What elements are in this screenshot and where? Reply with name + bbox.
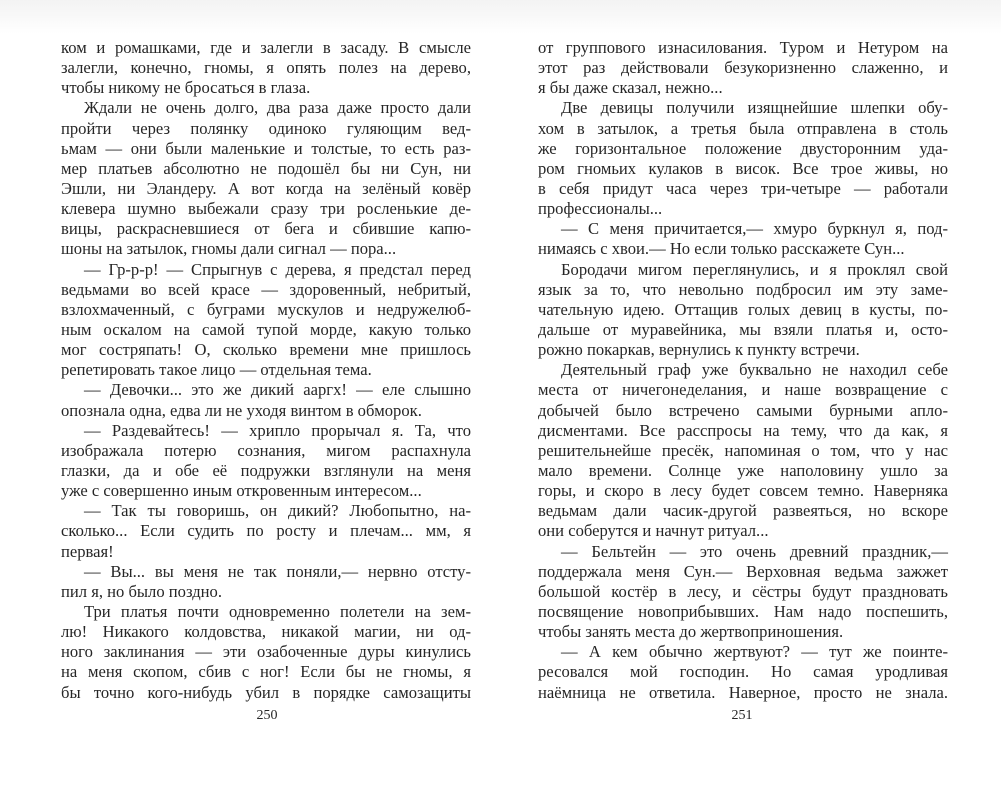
text-line: этот раз действовали безукоризненно слаженно, и	[538, 58, 948, 78]
text-line: репетировать такое лицо — отдельная тема.	[61, 360, 372, 380]
text-line: решительнейше пресёк, напоминая о том, что у нас	[538, 440, 948, 460]
text-line: — Бельтейн — это очень древний праздник,—	[561, 541, 948, 561]
text-line: опознала одна, едва ли не уходя винтом в обморок.	[61, 400, 422, 420]
text-line: сколько... Если судить по росту и плечам... мм, я	[61, 521, 471, 541]
text-line: — Девочки... это же дикий ааргх! — еле слышно	[84, 380, 471, 400]
text-line: в себя придут часа через три-четыре — работали	[538, 178, 948, 198]
left-page-text	[61, 38, 471, 703]
text-line: — С меня причитается,— хмуро буркнул я, под-	[561, 219, 948, 239]
paragraph	[538, 642, 948, 702]
text-line: — А кем обычно жертвуют? — тут же поинте-	[561, 642, 948, 662]
text-line: бы точно кого-нибудь убил в порядке самозащиты	[61, 682, 471, 702]
text-line: посвящение новоприбывших. Нам надо поспешить,	[538, 601, 948, 621]
text-line: от группового изнасилования. Туром и Нетуром на	[538, 38, 948, 57]
text-line: ресовался мой господин. Но самая уродливая	[538, 662, 948, 682]
text-line: клевера шумно выбежали сразу три росленькие де-	[61, 199, 471, 219]
paragraph	[61, 501, 471, 561]
text-line: залегли, конечно, гномы, я опять полез на дерево,	[61, 58, 471, 78]
paragraph	[61, 562, 471, 602]
text-line: Две девицы получили изящнейшие шлепки обу-	[561, 98, 948, 118]
text-line: они соберутся и начнут ритуал...	[538, 521, 769, 541]
paragraph	[61, 380, 471, 420]
text-line: дальше от муравейника, мы взяли платья и, осто-	[538, 319, 948, 339]
page-number-left: 250	[256, 708, 278, 723]
paragraph	[538, 260, 948, 361]
text-line: чтобы занять места до жертвоприношения.	[538, 622, 844, 642]
text-line: ком и ромашками, где и залегли в засаду. В смысле	[61, 38, 471, 57]
text-line: нимаясь с хвои.— Но если только расскажете Сун...	[538, 239, 905, 259]
text-line: — Так ты говоришь, он дикий? Любопытно, на-	[84, 501, 471, 521]
text-line: Три платья почти одновременно полетели на зем-	[84, 601, 471, 621]
text-line: хом в затылок, а третья была отправлена в столь	[538, 118, 948, 138]
text-line: профессионалы...	[538, 199, 663, 219]
text-line: пил я, но было поздно.	[61, 581, 222, 601]
paragraph	[61, 260, 471, 381]
text-line: чательную идею. Оттащив голых девиц в кусты, по-	[538, 299, 948, 319]
text-line: Бородачи мигом переглянулись, и я проклял свой	[561, 259, 948, 279]
scan-edge-shadow	[0, 0, 1001, 34]
text-line: — Гр-р-р! — Спрыгнув с дерева, я предстал перед	[84, 259, 471, 279]
text-line: большой костёр в лесу, и сёстры будут праздновать	[538, 581, 948, 601]
text-line: ведьмам дали часик-другой развеяться, но вскоре	[538, 501, 948, 521]
text-line: чтобы никому не бросаться в глаза.	[61, 78, 311, 98]
text-line: рожно покаркав, вернулись к пункту встречи.	[538, 340, 860, 360]
text-line: глазки, да и обе её подружки взглянули на меня	[61, 460, 471, 480]
text-line: же горизонтальное положение двусторонним уда-	[538, 138, 948, 158]
text-line: наёмница не ответила. Наверное, просто не знала.	[538, 682, 948, 702]
paragraph	[61, 98, 471, 259]
text-line: — Вы... вы меня не так поняли,— нервно отсту-	[84, 561, 471, 581]
text-line: дисментами. Все расспросы на тему, что да как, я	[538, 420, 948, 440]
paragraph	[61, 602, 471, 703]
text-line: поддержала меня Сун.— Верховная ведьма зажжет	[538, 561, 948, 581]
right-page-text	[538, 38, 948, 703]
paragraph	[538, 98, 948, 219]
text-line: Ждали не очень долго, два раза даже просто дали	[84, 98, 471, 118]
text-line: первая!	[61, 541, 114, 561]
text-line: мало времени. Солнце уже наполовину ушло за	[538, 460, 948, 480]
page-number-right: 251	[731, 708, 753, 723]
text-line: ьмам — они были маленькие и толстые, то есть раз-	[61, 138, 471, 158]
text-line: шоны на затылок, гномы дали сигнал — пора...	[61, 239, 397, 259]
text-line: взлохмаченный, с буграми мускулов и недружелюб-	[61, 299, 471, 319]
paragraph	[538, 542, 948, 643]
text-line: — Раздевайтесь! — хрипло прорычал я. Та, что	[84, 420, 471, 440]
text-line: мер платьев абсолютно не подошёл бы ни Сун, ни	[61, 158, 471, 178]
paragraph	[538, 38, 948, 98]
paragraph	[538, 360, 948, 541]
text-line: ным оскалом на самой тупой морде, какую только	[61, 319, 471, 339]
text-line: пройти через полянку одиноко гуляющим вед-	[61, 118, 471, 138]
text-line: горы, и скоро в лесу будет совсем темно. Наверняка	[538, 481, 948, 501]
paragraph	[61, 421, 471, 502]
text-line: вицы, раскрасневшиеся от бега и сбившие капю-	[61, 219, 471, 239]
text-line: места от ничегонеделания, и наше возвращение с	[538, 380, 948, 400]
text-line: на меня скопом, сбив с ног! Если бы не гномы, я	[61, 662, 471, 682]
text-line: ром гномьих кулаков в висок. Все трое живы, но	[538, 158, 948, 178]
text-line: язык за то, что невольно подбросил им эту заме-	[538, 279, 948, 299]
paragraph	[538, 219, 948, 259]
text-line: изображала потерю сознания, мигом распахнула	[61, 440, 471, 460]
text-line: Деятельный граф уже буквально не находил себе	[561, 360, 948, 380]
paragraph	[61, 38, 471, 98]
text-line: я бы даже сказал, нежно...	[538, 78, 723, 98]
text-line: лю! Никакого колдовства, никакой магии, ни од-	[61, 622, 471, 642]
text-line: уже с совершенно иным откровенным интересом...	[61, 481, 422, 501]
text-line: мог состряпать! О, сколько времени мне пришлось	[61, 340, 471, 360]
text-line: ного заклинания — эти озабоченные дуры кинулись	[61, 642, 471, 662]
text-line: добычей было встречено самыми бурными апло-	[538, 400, 948, 420]
text-line: Эшли, ни Эландеру. А вот когда на зелёный ковёр	[61, 178, 471, 198]
text-line: ведьмами во всей красе — здоровенный, небритый,	[61, 279, 471, 299]
